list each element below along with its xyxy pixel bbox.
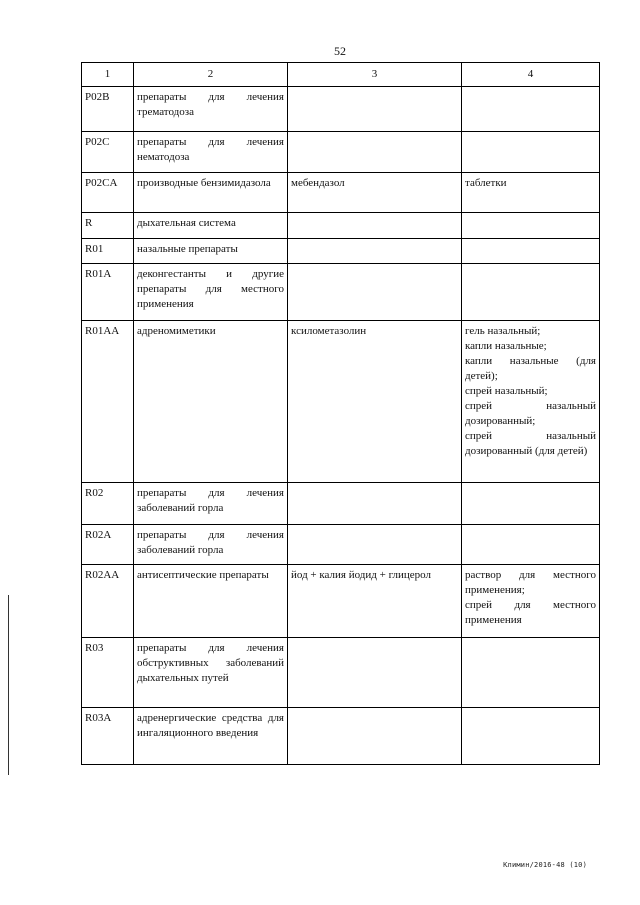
dosage-form-item: таблетки xyxy=(465,177,507,189)
dosage-form-item: капли назальные (для детей); xyxy=(465,355,596,382)
table-row xyxy=(82,525,600,565)
table-row xyxy=(82,239,600,264)
dosage-forms-cell xyxy=(462,708,600,765)
dosage-forms-cell xyxy=(462,239,600,264)
table-row xyxy=(82,565,600,638)
table-row xyxy=(82,264,600,321)
drug-name-cell xyxy=(288,132,462,173)
dosage-forms-cell xyxy=(462,565,600,638)
table-row xyxy=(82,321,600,483)
table-row xyxy=(82,87,600,132)
dosage-form-item: спрей назальный дозированный (для детей) xyxy=(465,430,596,457)
table-row xyxy=(82,213,600,239)
drug-name-cell xyxy=(288,264,462,321)
dosage-form-item: капли назальные; xyxy=(465,340,547,352)
group-name-cell: адреномиметики xyxy=(134,321,288,483)
atc-code-cell: R02 xyxy=(82,483,134,525)
drug-name-cell xyxy=(288,239,462,264)
group-name-cell: дыхательная система xyxy=(134,213,288,239)
drug-name-cell xyxy=(288,213,462,239)
drug-name-cell xyxy=(288,638,462,708)
atc-code-cell: R01AA xyxy=(82,321,134,483)
atc-code-cell: R03 xyxy=(82,638,134,708)
dosage-form-item: раствор для местного применения; xyxy=(465,569,596,596)
column-header: 4 xyxy=(462,63,600,87)
drug-name-cell xyxy=(288,87,462,132)
table-row xyxy=(82,483,600,525)
scan-artifact-line xyxy=(8,595,9,775)
atc-code-cell: R01A xyxy=(82,264,134,321)
drug-name-cell: мебендазол xyxy=(288,173,462,213)
atc-code-cell: R03A xyxy=(82,708,134,765)
atc-code-cell: R02A xyxy=(82,525,134,565)
dosage-form-item: гель назальный; xyxy=(465,325,541,337)
atc-code-cell: R01 xyxy=(82,239,134,264)
group-name-cell: препараты для лечения заболеваний горла xyxy=(134,483,288,525)
drug-list-table xyxy=(81,62,600,765)
dosage-forms-cell xyxy=(462,213,600,239)
drug-name-cell xyxy=(288,708,462,765)
group-name-cell: назальные препараты xyxy=(134,239,288,264)
group-name-cell: препараты для лечения трематодоза xyxy=(134,87,288,132)
group-name-cell: производные бензимидазола xyxy=(134,173,288,213)
drug-name-cell xyxy=(288,525,462,565)
drug-name-cell: ксилометазолин xyxy=(288,321,462,483)
dosage-forms-cell xyxy=(462,132,600,173)
group-name-cell: деконгестанты и другие препараты для местного применения xyxy=(134,264,288,321)
dosage-forms-cell xyxy=(462,525,600,565)
dosage-forms-cell xyxy=(462,638,600,708)
dosage-forms-cell xyxy=(462,264,600,321)
group-name-cell: препараты для лечения заболеваний горла xyxy=(134,525,288,565)
table-row xyxy=(82,638,600,708)
dosage-forms-cell xyxy=(462,483,600,525)
column-header: 3 xyxy=(288,63,462,87)
document-footer-code: Климин/2016-48 (10) xyxy=(503,861,587,869)
drug-name-cell: йод + калия йодид + глицерол xyxy=(288,565,462,638)
page-number: 52 xyxy=(334,44,346,58)
group-name-cell: антисептические препараты xyxy=(134,565,288,638)
dosage-forms-cell xyxy=(462,173,600,213)
atc-code-cell: P02C xyxy=(82,132,134,173)
column-header: 1 xyxy=(82,63,134,87)
atc-code-cell: R02AA xyxy=(82,565,134,638)
dosage-form-item: спрей назальный; xyxy=(465,385,548,397)
table-row xyxy=(82,132,600,173)
dosage-forms-cell xyxy=(462,87,600,132)
dosage-forms-cell xyxy=(462,321,600,483)
atc-code-cell: R xyxy=(82,213,134,239)
dosage-form-item: спрей для местного применения xyxy=(465,599,596,626)
table-row xyxy=(82,708,600,765)
group-name-cell: адренергические средства для ингаляционного введения xyxy=(134,708,288,765)
dosage-form-item: спрей назальный дозированный; xyxy=(465,400,596,427)
group-name-cell: препараты для лечения нематодоза xyxy=(134,132,288,173)
drug-name-cell xyxy=(288,483,462,525)
atc-code-cell: P02CA xyxy=(82,173,134,213)
atc-code-cell: P02B xyxy=(82,87,134,132)
column-header: 2 xyxy=(134,63,288,87)
group-name-cell: препараты для лечения обструктивных заболеваний дыхательных путей xyxy=(134,638,288,708)
table-row xyxy=(82,173,600,213)
table-header-row xyxy=(82,63,600,87)
